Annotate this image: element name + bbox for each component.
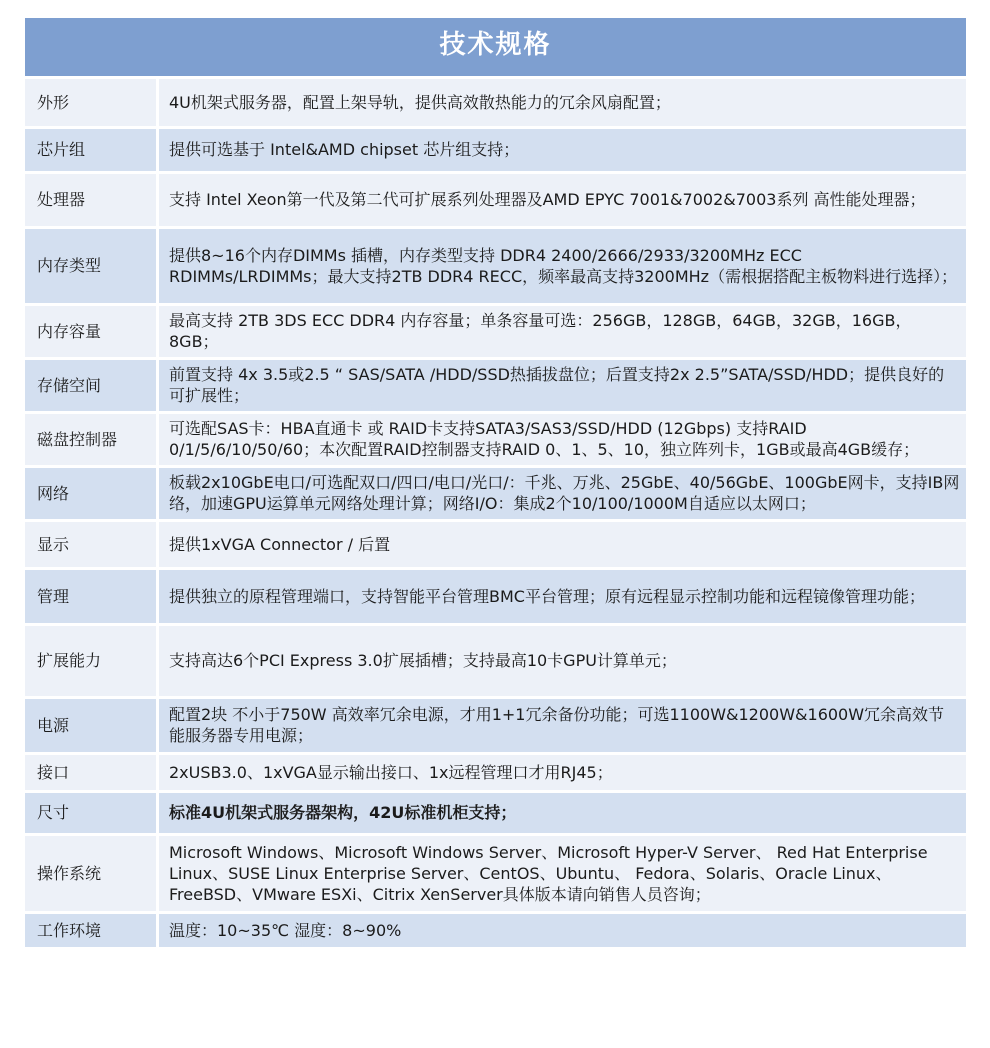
spec-label: 网络 [25,466,158,520]
spec-row-display [25,520,966,568]
spec-row-dimensions [25,791,966,834]
spec-value: 可选配SAS卡：HBA直通卡 或 RAID卡支持SATA3/SAS3/SSD/HDD (12Gbps) 支持RAID 0/1/5/6/10/50/60；本次配置RAID控制器支持RAID 0、1、5、10，独立阵列卡，1GB或最高4GB缓存； [158,412,967,466]
spec-table [25,79,966,950]
spec-label: 处理器 [25,172,158,227]
spec-label: 扩展能力 [25,624,158,697]
spec-value: 板载2x10GbE电口/可选配双口/四口/电口/光口/：千兆、万兆、25GbE、40/56GbE、100GbE网卡，支持IB网络，加速GPU运算单元网络处理计算；网络I/O：集成2个10/100/1000M自适应以太网口； [158,466,967,520]
spec-value: 标准4U机架式服务器架构，42U标准机柜支持； [158,791,967,834]
spec-value: 支持高达6个PCI Express 3.0扩展插槽；支持最高10卡GPU计算单元； [158,624,967,697]
spec-label: 存储空间 [25,358,158,412]
spec-title: 技术规格 [25,18,966,79]
spec-label: 电源 [25,697,158,753]
spec-label: 内存类型 [25,227,158,304]
spec-label: 显示 [25,520,158,568]
spec-value: 支持 Intel Xeon第一代及第二代可扩展系列处理器及AMD EPYC 7001&7002&7003系列 高性能处理器； [158,172,967,227]
spec-value: 温度：10~35℃ 湿度：8~90% [158,912,967,948]
spec-value: Microsoft Windows、Microsoft Windows Server、Microsoft Hyper-V Server、 Red Hat Enterprise Linux、SUSE Linux Enterprise Server、CentOS、Ubuntu、 Fedora、Solaris、Oracle Linux、FreeBSD、VMware ESXi、Citrix XenServer具体版本请向销售人员咨询； [158,834,967,912]
spec-row-management [25,568,966,624]
spec-value: 提供可选基于 Intel&AMD chipset 芯片组支持； [158,127,967,172]
spec-value: 最高支持 2TB 3DS ECC DDR4 内存容量；单条容量可选：256GB，128GB，64GB，32GB，16GB，8GB； [158,304,967,358]
spec-value: 2xUSB3.0、1xVGA显示输出接口、1x远程管理口才用RJ45； [158,753,967,791]
spec-row-form-factor [25,79,966,127]
spec-label: 芯片组 [25,127,158,172]
spec-row-storage [25,358,966,412]
spec-value: 提供8~16个内存DIMMs 插槽，内存类型支持 DDR4 2400/2666/2933/3200MHz ECC RDIMMs/LRDIMMs；最大支持2TB DDR4 RECC，频率最高支持3200MHz（需根据搭配主板物料进行选择）； [158,227,967,304]
spec-value: 提供独立的原程管理端口，支持智能平台管理BMC平台管理；原有远程显示控制功能和远程镜像管理功能； [158,568,967,624]
spec-label: 管理 [25,568,158,624]
spec-row-expansion [25,624,966,697]
spec-label: 操作系统 [25,834,158,912]
spec-value: 前置支持 4x 3.5或2.5 “ SAS/SATA /HDD/SSD热插拔盘位；后置支持2x 2.5”SATA/SSD/HDD；提供良好的可扩展性； [158,358,967,412]
spec-label: 尺寸 [25,791,158,834]
spec-label: 内存容量 [25,304,158,358]
spec-row-interfaces [25,753,966,791]
spec-value: 提供1xVGA Connector / 后置 [158,520,967,568]
spec-label: 外形 [25,79,158,127]
spec-label: 工作环境 [25,912,158,948]
spec-label: 接口 [25,753,158,791]
spec-row-environment [25,912,966,948]
spec-row-network [25,466,966,520]
spec-row-memory-type [25,227,966,304]
spec-row-processor [25,172,966,227]
spec-row-disk-controller [25,412,966,466]
spec-sheet [25,18,966,950]
spec-label: 磁盘控制器 [25,412,158,466]
spec-row-chipset [25,127,966,172]
spec-row-memory-capacity [25,304,966,358]
spec-row-os [25,834,966,912]
spec-row-power [25,697,966,753]
spec-value: 4U机架式服务器，配置上架导轨，提供高效散热能力的冗余风扇配置； [158,79,967,127]
spec-value: 配置2块 不小于750W 高效率冗余电源，才用1+1冗余备份功能；可选1100W&1200W&1600W冗余高效节能服务器专用电源； [158,697,967,753]
